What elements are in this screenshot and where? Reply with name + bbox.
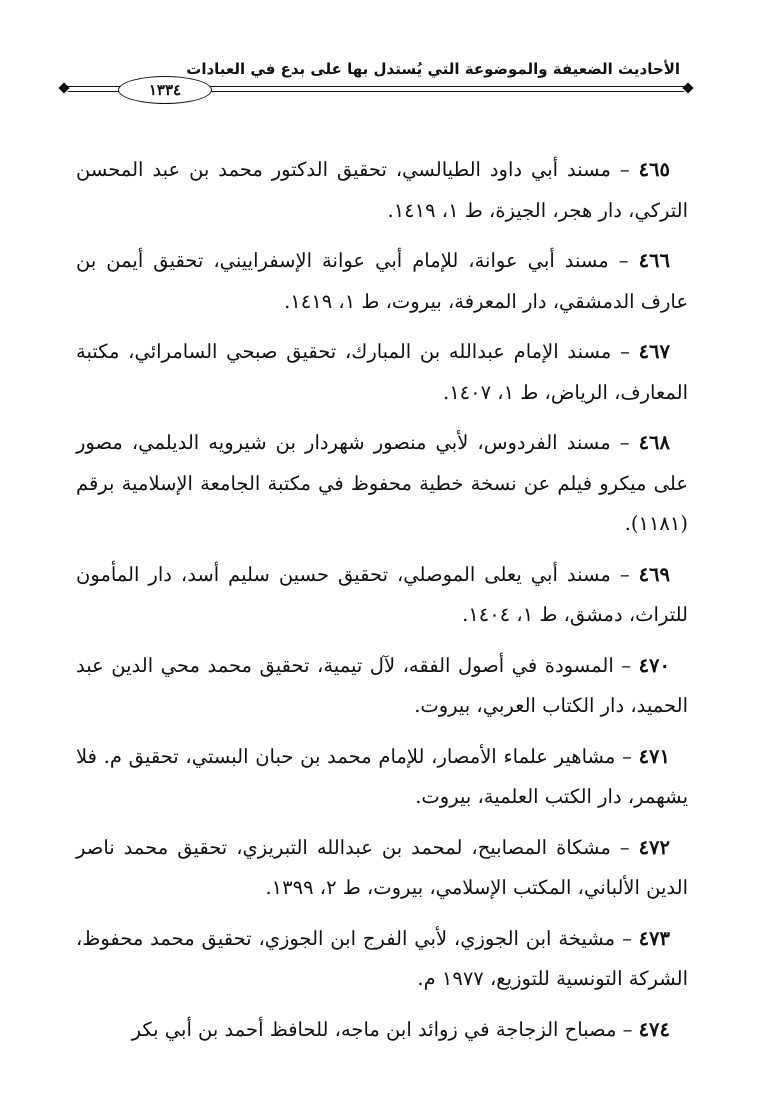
entry-number: ٤٦٩ — [638, 562, 670, 586]
entry-text: مشكاة المصابيح، لمحمد بن عبدالله التبريزي، تحقيق محمد ناصر الدين الألباني، المكتب الإسلامي، بيروت، ط ٢، ١٣٩٩. — [76, 835, 688, 899]
entry-number: ٤٧١ — [638, 744, 670, 768]
page-number-oval — [118, 76, 212, 104]
entry-number: ٤٦٨ — [638, 431, 670, 454]
bibliography-list — [76, 150, 688, 1060]
entry-text: مسند أبي عوانة، للإمام أبي عوانة الإسفراييني، تحقيق أيمن بن عارف الدمشقي، دار المعرفة، بيروت، ط ١، ١٤١٩. — [76, 249, 688, 313]
entry-number: ٤٦٦ — [638, 249, 670, 272]
bibliography-entry-472: ٤٧٢ – مشكاة المصابيح، لمحمد بن عبدالله التبريزي، تحقيق محمد ناصر الدين الألباني، المكتب الإسلامي، بيروت، ط ٢، ١٣٩٩. — [76, 835, 688, 899]
bibliography-entry-468: ٤٦٨ – مسند الفردوس، لأبي منصور شهردار بن شيرويه الديلمي، مصور على ميكرو فيلم عن نسخة خطية محفوظ في مكتبة الجامعة الإسلامية برقم (١١٨١). — [76, 431, 688, 535]
running-title: الأحاديث الضعيفة والموضوعة التي يُستدل بها على بدع في العبادات — [186, 60, 680, 78]
page-number: ١٣٣٤ — [148, 81, 182, 99]
entry-text: مسند أبي يعلى الموصلي، تحقيق حسين سليم أسد، دار المأمون للتراث، دمشق، ط ١، ١٤٠٤. — [76, 562, 688, 626]
entry-text: مشيخة ابن الجوزي، لأبي الفرج ابن الجوزي، تحقيق محمد محفوظ، الشركة التونسية للتوزيع، ١٩٧٧ م. — [76, 926, 688, 990]
bibliography-entry-467: ٤٦٧ – مسند الإمام عبدالله بن المبارك، تحقيق صبحي السامرائي، مكتبة المعارف، الرياض، ط ١، ١٤٠٧. — [76, 340, 688, 404]
entry-text: مصباح الزجاجة في زوائد ابن ماجه، للحافظ أحمد بن أبي بكر — [131, 1017, 617, 1041]
page-header — [58, 60, 694, 100]
bibliography-entry-469: ٤٦٩ – مسند أبي يعلى الموصلي، تحقيق حسين سليم أسد، دار المأمون للتراث، دمشق، ط ١، ١٤٠٤. — [76, 562, 688, 626]
entry-number: ٤٦٧ — [638, 340, 670, 363]
bibliography-entry-470: ٤٧٠ – المسودة في أصول الفقه، لآل تيمية، تحقيق محمد محي الدين عبد الحميد، دار الكتاب العربي، بيروت. — [76, 653, 688, 717]
bibliography-entry-471: ٤٧١ – مشاهير علماء الأمصار، للإمام محمد بن حبان البستي، تحقيق م. فلا يشهمر، دار الكتب العلمية، بيروت. — [76, 744, 688, 808]
bibliography-entry-466: ٤٦٦ – مسند أبي عوانة، للإمام أبي عوانة الإسفراييني، تحقيق أيمن بن عارف الدمشقي، دار المعرفة، بيروت، ط ١، ١٤١٩. — [76, 249, 688, 313]
bibliography-entry-465: ٤٦٥ – مسند أبي داود الطيالسي، تحقيق الدكتور محمد بن عبد المحسن التركي، دار هجر، الجيزة، ط ١، ١٤١٩. — [76, 158, 688, 222]
entry-number: ٤٦٥ — [638, 158, 670, 181]
bibliography-entry-473: ٤٧٣ – مشيخة ابن الجوزي، لأبي الفرج ابن الجوزي، تحقيق محمد محفوظ، الشركة التونسية للتوزيع، ١٩٧٧ م. — [76, 926, 688, 990]
entry-text: المسودة في أصول الفقه، لآل تيمية، تحقيق محمد محي الدين عبد الحميد، دار الكتاب العربي، بيروت. — [76, 653, 688, 717]
diamond-ornament-right — [682, 82, 693, 93]
entry-number: ٤٧٣ — [638, 926, 670, 950]
entry-number: ٤٧٠ — [638, 653, 670, 677]
entry-number: ٤٧٢ — [638, 835, 670, 859]
bibliography-entry-474: ٤٧٤ – مصباح الزجاجة في زوائد ابن ماجه، للحافظ أحمد بن أبي بكر — [131, 1017, 670, 1041]
entry-text: مسند الفردوس، لأبي منصور شهردار بن شيرويه الديلمي، مصور على ميكرو فيلم عن نسخة خطية محفوظ في مكتبة الجامعة الإسلامية برقم (١١٨١). — [76, 431, 688, 535]
entry-number: ٤٧٤ — [638, 1017, 670, 1041]
entry-text: مشاهير علماء الأمصار، للإمام محمد بن حبان البستي، تحقيق م. فلا يشهمر، دار الكتب العلمية، بيروت. — [76, 744, 688, 808]
entry-text: مسند أبي داود الطيالسي، تحقيق الدكتور محمد بن عبد المحسن التركي، دار هجر، الجيزة، ط ١، ١٤١٩. — [76, 158, 688, 222]
entry-text: مسند الإمام عبدالله بن المبارك، تحقيق صبحي السامرائي، مكتبة المعارف، الرياض، ط ١، ١٤٠٧. — [76, 340, 688, 404]
